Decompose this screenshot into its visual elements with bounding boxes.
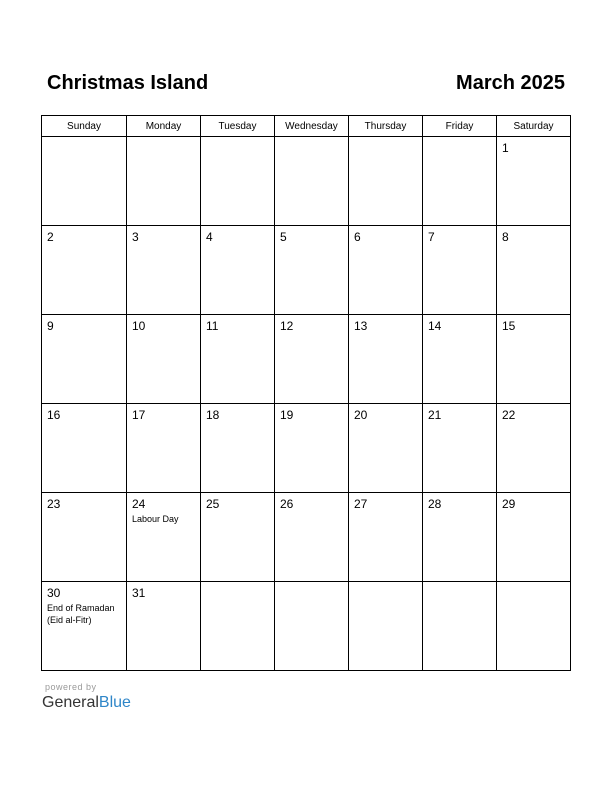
- day-cell: [201, 137, 275, 226]
- day-cell: [275, 226, 349, 315]
- weekday-saturday: Saturday: [497, 116, 571, 137]
- day-number: 25: [206, 497, 220, 511]
- day-number: 12: [280, 319, 294, 333]
- week-row-6: [42, 582, 571, 671]
- day-number: 15: [502, 319, 516, 333]
- day-cell: [275, 315, 349, 404]
- day-number: 24: [132, 497, 146, 511]
- day-cell: [349, 582, 423, 671]
- day-number: 14: [428, 319, 442, 333]
- day-number: 20: [354, 408, 368, 422]
- day-cell: [349, 404, 423, 493]
- day-cell: [497, 315, 571, 404]
- weekday-sunday: Sunday: [42, 116, 127, 137]
- day-number: 16: [47, 408, 61, 422]
- weekday-monday: Monday: [127, 116, 201, 137]
- day-number: 4: [206, 230, 213, 244]
- day-cell: [201, 226, 275, 315]
- day-cell: [127, 404, 201, 493]
- week-row-5: [42, 493, 571, 582]
- powered-by-text: powered by: [45, 682, 97, 692]
- day-cell: [127, 582, 201, 671]
- day-cell: [42, 137, 127, 226]
- day-cell: [127, 315, 201, 404]
- day-number: 13: [354, 319, 368, 333]
- day-cell: [349, 226, 423, 315]
- day-cell: [275, 493, 349, 582]
- day-cell: [42, 315, 127, 404]
- day-number: 22: [502, 408, 516, 422]
- brand-general: General: [42, 694, 99, 711]
- day-cell: [423, 137, 497, 226]
- day-cell: [423, 582, 497, 671]
- day-cell: [127, 493, 201, 582]
- day-number: 28: [428, 497, 442, 511]
- calendar-grid: [41, 115, 571, 671]
- weekday-friday: Friday: [423, 116, 497, 137]
- day-cell: [349, 493, 423, 582]
- day-cell: [423, 404, 497, 493]
- day-cell: [275, 582, 349, 671]
- day-cell: [497, 582, 571, 671]
- week-row-4: [42, 404, 571, 493]
- day-number: 2: [47, 230, 54, 244]
- day-cell: [423, 315, 497, 404]
- week-row-1: [42, 137, 571, 226]
- day-cell: [275, 137, 349, 226]
- day-cell: [497, 404, 571, 493]
- day-number: 31: [132, 586, 146, 600]
- day-cell: [349, 137, 423, 226]
- day-number: 19: [280, 408, 294, 422]
- weekday-header-row: [42, 116, 571, 137]
- day-number: 3: [132, 230, 139, 244]
- day-number: 9: [47, 319, 54, 333]
- day-cell: [42, 226, 127, 315]
- day-cell: [201, 582, 275, 671]
- day-number: 26: [280, 497, 294, 511]
- day-cell: [497, 493, 571, 582]
- day-number: 1: [502, 141, 509, 155]
- day-number: 8: [502, 230, 509, 244]
- day-cell: [201, 404, 275, 493]
- day-cell: [127, 137, 201, 226]
- brand-blue: Blue: [98, 694, 131, 711]
- day-cell: [497, 137, 571, 226]
- day-cell: [497, 226, 571, 315]
- weekday-wednesday: Wednesday: [275, 116, 349, 137]
- week-row-2: [42, 226, 571, 315]
- day-number: 23: [47, 497, 61, 511]
- day-cell: [42, 404, 127, 493]
- day-number: 5: [280, 230, 287, 244]
- calendar-location-title: Christmas Island: [47, 72, 209, 94]
- day-number: 17: [132, 408, 146, 422]
- day-cell: [201, 493, 275, 582]
- holiday-label: End of Ramadan (Eid al-Fitr): [47, 603, 115, 625]
- day-cell: [275, 404, 349, 493]
- day-number: 11: [206, 319, 219, 333]
- day-cell: [423, 226, 497, 315]
- day-number: 18: [206, 408, 220, 422]
- day-number: 29: [502, 497, 516, 511]
- day-number: 7: [428, 230, 435, 244]
- weekday-thursday: Thursday: [349, 116, 423, 137]
- day-cell: [423, 493, 497, 582]
- day-cell: [201, 315, 275, 404]
- weekday-tuesday: Tuesday: [201, 116, 275, 137]
- day-number: 10: [132, 319, 146, 333]
- calendar-month-title: March 2025: [456, 72, 565, 94]
- day-cell: [42, 582, 127, 671]
- day-number: 27: [354, 497, 368, 511]
- day-cell: [127, 226, 201, 315]
- day-number: 6: [354, 230, 361, 244]
- week-row-3: [42, 315, 571, 404]
- day-number: 30: [47, 586, 61, 600]
- holiday-label: Labour Day: [132, 514, 179, 524]
- day-number: 21: [428, 408, 442, 422]
- day-cell: [42, 493, 127, 582]
- generalblue-logo[interactable]: [42, 694, 131, 712]
- day-cell: [349, 315, 423, 404]
